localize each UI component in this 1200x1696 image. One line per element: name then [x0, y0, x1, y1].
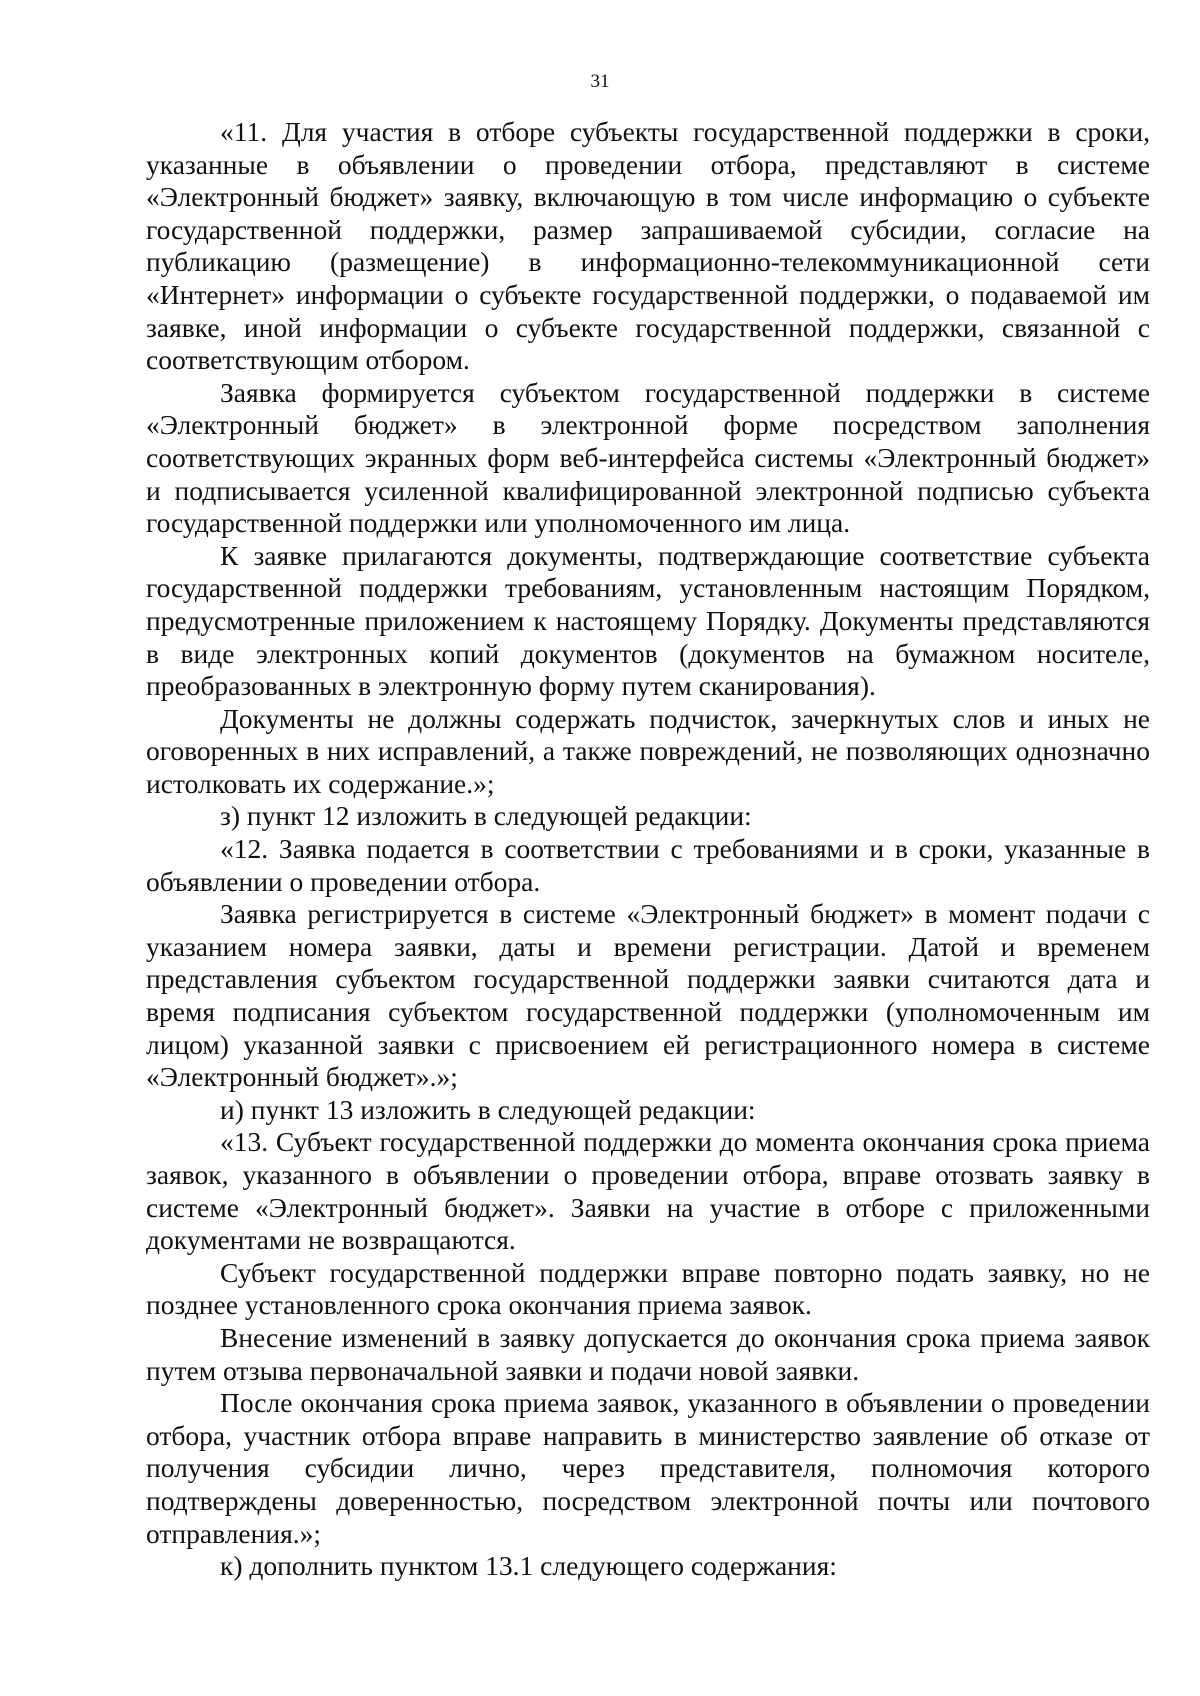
page-number: 31: [590, 71, 610, 92]
paragraph-item-i: и) пункт 13 изложить в следующей редакции:: [220, 1093, 756, 1125]
paragraph-attached-documents: К заявке прилагаются документы, подтверждающие соответствие субъекта государственной поддержки требованиям, установленным настоящим Порядком, предусмотренные приложением к настоящему Порядку. Документы представляются в виде электронных копий документов (документов на бумажном носителе, преобразованных в электронную форму путем сканирования).: [146, 539, 1150, 702]
paragraph-application-formation: Заявка формируется субъектом государственной поддержки в системе «Электронный бюджет» в электронной форме посредством заполнения соответствующих экранных форм веб-интерфейса системы «Электронный бюджет» и подписывается усиленной квалифицированной электронной подписью субъекта государственной поддержки или уполномоченного им лица.: [146, 376, 1150, 539]
paragraph-refusal: После окончания срока приема заявок, указанного в объявлении о проведении отбора, участник отбора вправе направить в министерство заявление об отказе от получения субсидии лично, через представителя, полномочия которого подтверждены доверенностью, посредством электронной почты или почтового отправления.»;: [146, 1387, 1150, 1549]
paragraph-11: «11. Для участия в отборе субъекты государственной поддержки в сроки, указанные в объявлении о проведении отбора, представляют в системе «Электронный бюджет» заявку, включающую в том числе информацию о субъекте государственной поддержки, размер запрашиваемой субсидии, согласие на публикацию (размещение) в информационно-телекоммуникационной сети «Интернет» информации о субъекте государственной поддержки, о подаваемой им заявке, иной информации о субъекте государственной поддержки, связанной с соответствующим отбором.: [146, 116, 1150, 376]
document-body: [146, 116, 1150, 1583]
paragraph-resubmission: Субъект государственной поддержки вправе повторно подать заявку, но не позднее установленного срока окончания приема заявок.: [146, 1256, 1150, 1321]
paragraph-12: «12. Заявка подается в соответствии с требованиями и в сроки, указанные в объявлении о проведении отбора.: [146, 833, 1150, 897]
paragraph-document-requirements: Документы не должны содержать подчисток, зачеркнутых слов и иных не оговоренных в них исправлений, а также повреждений, не позволяющих однозначно истолковать их содержание.»;: [146, 702, 1150, 799]
paragraph-item-k: к) дополнить пунктом 13.1 следующего содержания:: [220, 1550, 837, 1582]
paragraph-item-z: з) пункт 12 изложить в следующей редакции:: [220, 800, 752, 832]
paragraph-changes: Внесение изменений в заявку допускается до окончания срока приема заявок путем отзыва первоначальной заявки и подачи новой заявки.: [146, 1321, 1150, 1386]
paragraph-13: «13. Субъект государственной поддержки до момента окончания срока приема заявок, указанного в объявлении о проведении отбора, вправе отозвать заявку в системе «Электронный бюджет». Заявки на участие в отборе с приложенными документами не возвращаются.: [146, 1126, 1150, 1256]
paragraph-registration: Заявка регистрируется в системе «Электронный бюджет» в момент подачи с указанием номера заявки, даты и времени регистрации. Датой и временем представления субъектом государственной поддержки заявки считаются дата и время подписания субъектом государственной поддержки (уполномоченным им лицом) указанной заявки с присвоением ей регистрационного номера в системе «Электронный бюджет».»;: [146, 898, 1150, 1093]
